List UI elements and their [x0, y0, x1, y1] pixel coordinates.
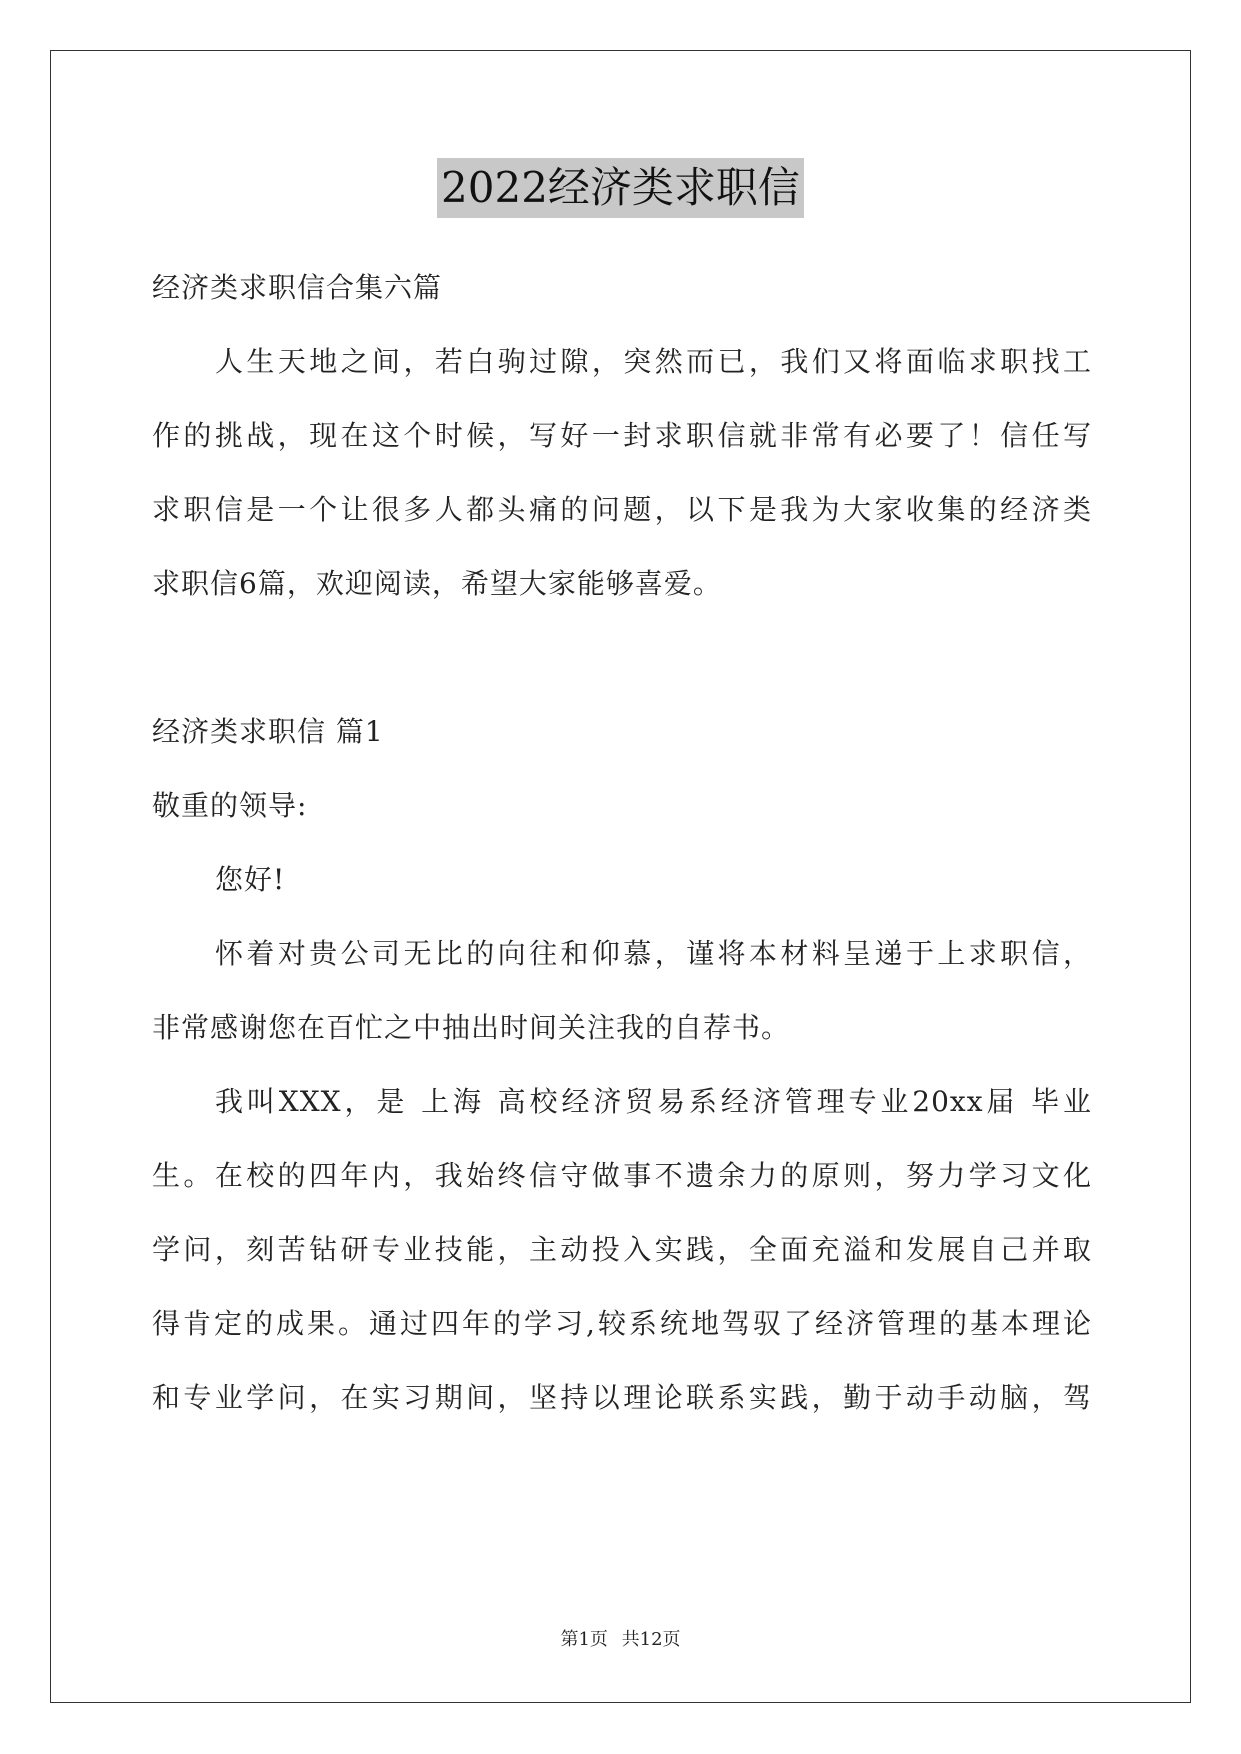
- para2-line-5: 和专业学问，在实习期间，坚持以理论联系实践，勤于动手动脑，驾: [152, 1381, 1092, 1414]
- intro-line-4: 求职信6篇，欢迎阅读，希望大家能够喜爱。: [152, 567, 722, 600]
- page-total: 共12页: [621, 1629, 681, 1650]
- intro-line-3: 求职信是一个让很多人都头痛的问题，以下是我为大家收集的经济类: [152, 493, 1092, 526]
- para1-line-2: 非常感谢您在百忙之中抽出时间关注我的自荐书。: [152, 1011, 791, 1044]
- intro-line-1: 人生天地之间，若白驹过隙，突然而已，我们又将面临求职找工: [215, 345, 1092, 378]
- para2-line-3: 学问，刻苦钻研专业技能，主动投入实践，全面充溢和发展自己并取: [152, 1233, 1092, 1266]
- intro-line-2: 作的挑战，现在这个时候，写好一封求职信就非常有必要了！信任写: [152, 419, 1092, 452]
- para2-line-2: 生。在校的四年内，我始终信守做事不遗余力的原则，努力学习文化: [152, 1159, 1092, 1192]
- greeting: 您好!: [215, 863, 286, 896]
- para2-line-4: 得肯定的成果。通过四年的学习,较系统地驾驭了经济管理的基本理论: [152, 1307, 1092, 1340]
- page-number: 第1页: [560, 1629, 608, 1650]
- section-heading: 经济类求职信 篇1: [152, 715, 384, 748]
- document-subtitle: 经济类求职信合集六篇: [152, 271, 443, 304]
- document-title: 2022经济类求职信: [437, 158, 804, 218]
- page-footer: [0, 1628, 1241, 1652]
- para1-line-1: 怀着对贵公司无比的向往和仰慕，谨将本材料呈递于上求职信，: [215, 937, 1092, 970]
- title-container: [0, 158, 1241, 218]
- para2-line-1: 我叫XXX，是 上海 高校经济贸易系经济管理专业20xx届 毕业: [215, 1085, 1092, 1118]
- salutation: 敬重的领导:: [152, 789, 308, 822]
